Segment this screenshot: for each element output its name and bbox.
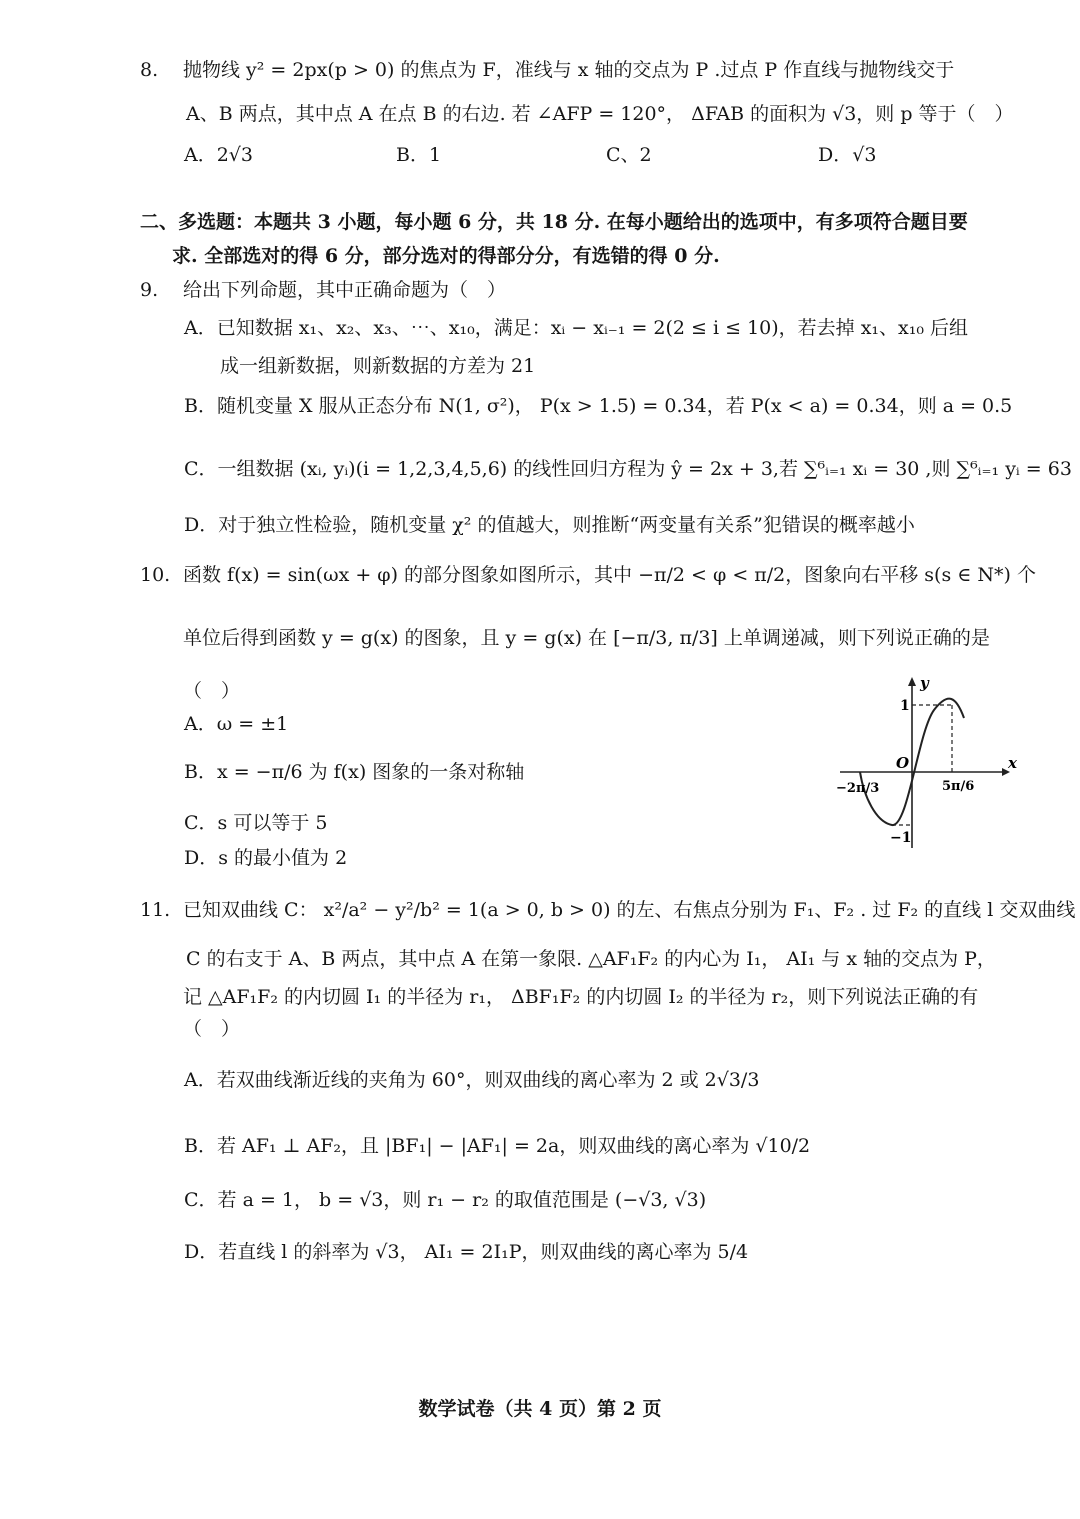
q11-option-b: B．若 AF₁ ⊥ AF₂，且 |BF₁| − |AF₁| = 2a，则双曲线的离心率为 √10/2 (184, 1135, 811, 1157)
q9-option-d: D．对于独立性检验，随机变量 χ² 的值越大，则推断“两变量有关系”犯错误的概率越小 (184, 514, 915, 536)
x-axis-label: x (1008, 754, 1017, 772)
right-tick-label: 5π/6 (942, 779, 975, 794)
min-neg-one-label: −1 (890, 830, 912, 846)
q10-stem-line2: 单位后得到函数 y = g(x) 的图象，且 y = g(x) 在 [−π/3, π/3] 上单调递减，则下列说正确的是 (183, 627, 990, 649)
q10-option-b: B．x = −π/6 为 f(x) 图象的一条对称轴 (184, 761, 525, 783)
q11-option-d: D．若直线 l 的斜率为 √3， AI₁ = 2I₁P，则双曲线的离心率为 5/4 (184, 1241, 749, 1263)
y-axis-label: y (920, 674, 929, 692)
q10-stem-line3: （ ） (183, 680, 241, 702)
q8-option-d: D．√3 (818, 144, 877, 166)
q8-option-c: C、2 (606, 144, 652, 166)
section2-heading-line1: 二、多选题：本题共 3 小题，每小题 6 分，共 18 分. 在每小题给出的选项中，有多项符合题目要 (140, 211, 968, 233)
q9-stem: 给出下列命题，其中正确命题为（ ） (183, 279, 507, 301)
max-one-label: 1 (900, 698, 910, 714)
q9-option-a-line1: A．已知数据 x₁、x₂、x₃、⋯、x₁₀，满足：xᵢ − xᵢ₋₁ = 2(2 ≤ i ≤ 10)，若去掉 x₁、x₁₀ 后组 (184, 317, 969, 339)
q11-stem-line1: 已知双曲线 C： x²/a² − y²/b² = 1(a > 0, b > 0) 的左、右焦点分别为 F₁、F₂ . 过 F₂ 的直线 l 交双曲线 (183, 899, 1076, 921)
q10-option-c: C．s 可以等于 5 (184, 812, 328, 834)
q10-option-d: D．s 的最小值为 2 (184, 847, 348, 869)
left-tick-label: −2π/3 (836, 781, 880, 796)
q9-option-b: B．随机变量 X 服从正态分布 N(1, σ²)， P(x > 1.5) = 0.34，若 P(x < a) = 0.34，则 a = 0.5 (184, 395, 1013, 417)
sine-graph-figure (830, 672, 1030, 852)
q8-number: 8. (140, 59, 159, 81)
q11-stem-line2: C 的右支于 A、B 两点，其中点 A 在第一象限. △AF₁F₂ 的内心为 I₁， AI₁ 与 x 轴的交点为 P， (186, 948, 996, 970)
q9-option-a-line2: 成一组新数据，则新数据的方差为 21 (220, 355, 536, 377)
q10-number: 10. (140, 564, 171, 586)
q9-option-c: C．一组数据 (xᵢ, yᵢ)(i = 1,2,3,4,5,6) 的线性回归方程为 ŷ = 2x + 3,若 ∑⁶ᵢ₌₁ xᵢ = 30 ,则 ∑⁶ᵢ₌₁ yᵢ = 63 (184, 458, 1072, 480)
q11-stem-line4: （ ） (183, 1018, 241, 1040)
q8-option-b: B．1 (396, 144, 442, 166)
q11-option-c: C．若 a = 1， b = √3，则 r₁ − r₂ 的取值范围是 (−√3, √3) (184, 1189, 707, 1211)
q11-option-a: A．若双曲线渐近线的夹角为 60°，则双曲线的离心率为 2 或 2√3/3 (184, 1069, 760, 1091)
origin-label: O (896, 754, 910, 772)
y-axis-arrow-icon (908, 677, 916, 686)
page-footer: 数学试卷（共 4 页）第 2 页 (418, 1398, 662, 1420)
q11-stem-line3: 记 △AF₁F₂ 的内切圆 I₁ 的半径为 r₁， ΔBF₁F₂ 的内切圆 I₂ 的半径为 r₂，则下列说法正确的有 (183, 986, 979, 1008)
q8-option-a: A．2√3 (184, 144, 254, 166)
q10-option-a: A．ω = ±1 (184, 713, 289, 735)
q10-stem-line1: 函数 f(x) = sin(ωx + φ) 的部分图象如图所示，其中 −π/2 < φ < π/2，图象向右平移 s(s ∈ N*) 个 (183, 564, 1036, 586)
q11-number: 11. (140, 899, 171, 921)
q8-stem-line1: 抛物线 y² = 2px(p > 0) 的焦点为 F，准线与 x 轴的交点为 P .过点 P 作直线与抛物线交于 (183, 59, 955, 81)
q8-stem-line2: A、B 两点，其中点 A 在点 B 的右边. 若 ∠AFP = 120°， ΔFAB 的面积为 √3，则 p 等于（ ） (186, 103, 1014, 125)
section2-heading-line2: 求. 全部选对的得 6 分，部分选对的得部分分，有选错的得 0 分. (172, 245, 720, 267)
q9-number: 9. (140, 279, 159, 301)
